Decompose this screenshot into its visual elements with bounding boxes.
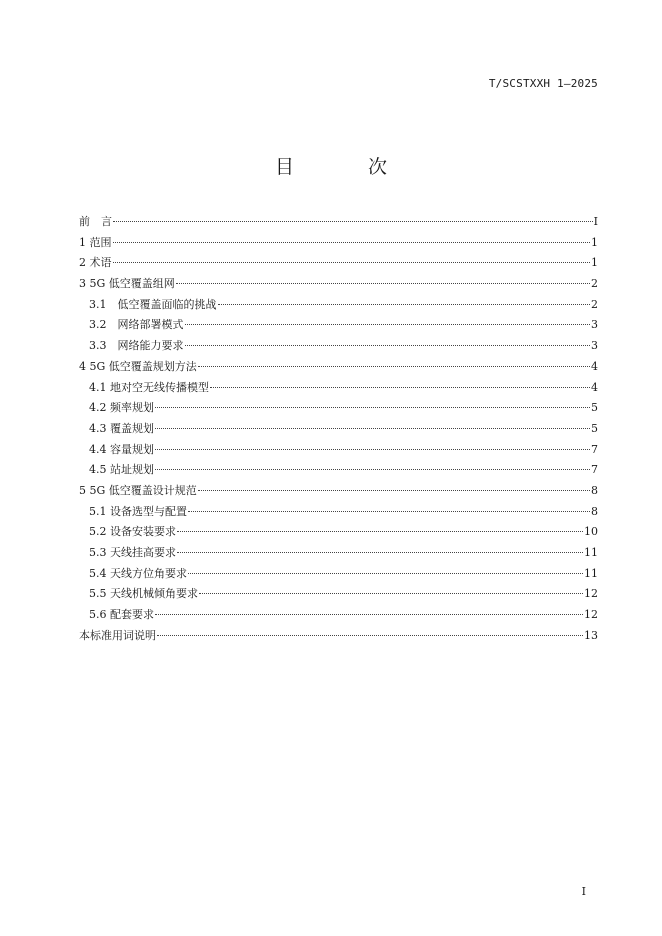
toc-entry-label: 5.6 配套要求: [89, 608, 154, 622]
toc-entry-page: 4: [591, 380, 598, 394]
toc-entry-label: 5.3 天线挂高要求: [89, 546, 176, 559]
toc-entry-label: 3.1 低空覆盖面临的挑战: [89, 297, 217, 311]
toc-entry-page: 5: [591, 421, 598, 435]
toc-entry-label: 5.1 设备选型与配置: [89, 504, 187, 518]
dot-leader: [177, 552, 583, 553]
toc-entry-page: 10: [584, 525, 598, 539]
page-title: 目 次: [274, 156, 422, 178]
toc-entry-label: 4.3 覆盖规划: [89, 421, 154, 435]
toc-entry[interactable]: [79, 336, 598, 357]
toc-entry-label: 4.4 容量规划: [89, 442, 154, 456]
toc-entry-page: 2: [591, 277, 598, 291]
table-of-contents: [79, 212, 598, 646]
toc-entry-page: 2: [591, 297, 598, 311]
toc-entry-label: 4.1 地对空无线传播模型: [89, 380, 209, 394]
toc-entry-page: 1: [591, 256, 598, 270]
toc-entry-page: 3: [591, 339, 598, 353]
toc-entry-label: 5 5G 低空覆盖设计规范: [79, 483, 197, 497]
dot-leader: [155, 428, 590, 429]
dot-leader: [218, 304, 591, 305]
toc-entry[interactable]: [79, 357, 598, 378]
dot-leader: [155, 449, 590, 450]
toc-entry-page: 7: [591, 442, 598, 456]
toc-entry-label: 本标准用词说明: [79, 628, 156, 642]
toc-entry[interactable]: [79, 398, 598, 419]
dot-leader: [198, 366, 590, 367]
toc-entry-label: 3.2 网络部署模式: [89, 318, 184, 332]
toc-entry[interactable]: [79, 315, 598, 336]
toc-entry-page: 12: [584, 587, 598, 601]
toc-entry[interactable]: [79, 295, 598, 316]
toc-entry[interactable]: [79, 481, 598, 502]
toc-entry-page: 7: [591, 463, 598, 477]
toc-entry-label: 4.5 站址规划: [89, 463, 154, 477]
toc-entry[interactable]: [79, 626, 598, 647]
toc-entry[interactable]: [79, 502, 598, 523]
toc-entry[interactable]: [79, 522, 598, 543]
toc-entry-label: 前 言: [79, 215, 112, 228]
dot-leader: [155, 407, 590, 408]
toc-entry-label: 1 范围: [79, 235, 112, 249]
toc-entry-page: 3: [591, 318, 598, 332]
toc-entry-page: I: [593, 215, 598, 228]
toc-entry-label: 3.3 网络能力要求: [89, 339, 184, 353]
dot-leader: [210, 387, 590, 388]
dot-leader: [176, 283, 590, 284]
toc-entry-page: 12: [584, 608, 598, 622]
toc-entry[interactable]: [79, 419, 598, 440]
toc-entry-page: 1: [591, 235, 598, 249]
toc-entry[interactable]: [79, 605, 598, 626]
toc-entry-page: 8: [591, 504, 598, 518]
dot-leader: [199, 593, 583, 594]
dot-leader: [157, 635, 583, 636]
toc-entry[interactable]: [79, 212, 598, 233]
dot-leader: [185, 345, 591, 346]
dot-leader: [188, 573, 583, 574]
dot-leader: [155, 469, 590, 470]
page-number: I: [581, 885, 586, 898]
dot-leader: [198, 490, 590, 491]
document-code: T/SCSTXXH 1—2025: [488, 77, 598, 90]
toc-entry[interactable]: [79, 378, 598, 399]
toc-entry-page: 11: [584, 566, 598, 580]
dot-leader: [155, 614, 583, 615]
dot-leader: [177, 531, 583, 532]
toc-entry-page: 5: [591, 401, 598, 415]
toc-entry-page: 13: [584, 628, 598, 642]
dot-leader: [113, 242, 591, 243]
toc-entry[interactable]: [79, 274, 598, 295]
toc-entry[interactable]: [79, 233, 598, 254]
toc-entry-label: 5.4 天线方位角要求: [89, 566, 187, 580]
toc-entry-page: 8: [591, 483, 598, 497]
toc-entry-label: 4 5G 低空覆盖规划方法: [79, 359, 197, 373]
dot-leader: [113, 262, 591, 263]
toc-entry-label: 5.5 天线机械倾角要求: [89, 587, 198, 601]
toc-entry[interactable]: [79, 440, 598, 461]
dot-leader: [185, 324, 591, 325]
toc-entry-label: 3 5G 低空覆盖组网: [79, 277, 175, 291]
toc-entry[interactable]: [79, 564, 598, 585]
toc-entry-label: 2 术语: [79, 256, 112, 270]
toc-entry[interactable]: [79, 460, 598, 481]
toc-entry-label: 4.2 频率规划: [89, 401, 154, 415]
toc-entry-label: 5.2 设备安装要求: [89, 525, 176, 539]
dot-leader: [113, 221, 593, 222]
dot-leader: [188, 511, 590, 512]
toc-entry[interactable]: [79, 543, 598, 564]
toc-entry-page: 11: [584, 546, 598, 559]
toc-entry-page: 4: [591, 359, 598, 373]
toc-entry[interactable]: [79, 584, 598, 605]
toc-entry[interactable]: [79, 253, 598, 274]
